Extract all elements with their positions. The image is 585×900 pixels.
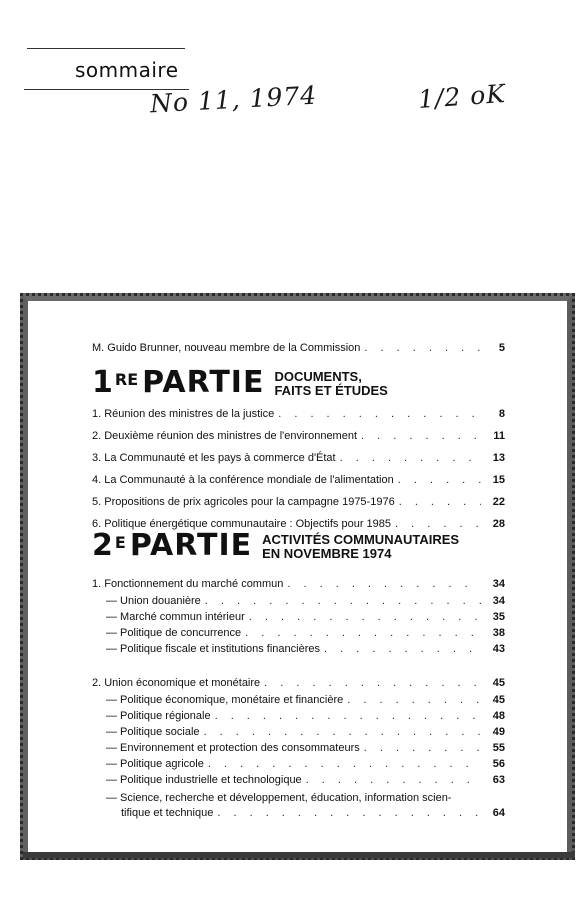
part2-title-line2: EN NOVEMBRE 1974 [262,546,392,561]
dot-leader [249,611,481,623]
toc-entry-label: M. Guido Brunner, nouveau membre de la Commission [92,342,361,354]
toc-subentry-second-line[interactable] [121,807,505,819]
toc-entry-label: — Marché commun intérieur [106,611,245,623]
frame-shadow [23,852,575,858]
dot-leader [208,758,481,770]
toc-entry-label: 1. Fonctionnement du marché commun [92,578,284,590]
toc-entry-page: 35 [492,611,505,623]
toc-entry-page: 15 [492,474,505,486]
toc-entry-label: — Politique économique, monétaire et financière [106,694,344,706]
toc-entry-page: 28 [492,518,505,530]
dot-leader [264,677,481,689]
dot-leader [395,518,481,530]
toc-entry-intro[interactable] [92,342,505,354]
part2-heading [92,528,460,563]
toc-entry-page: 38 [492,627,505,639]
dot-leader [361,430,481,442]
toc-entry-page: 45 [492,694,505,706]
toc-entry-page: 64 [492,807,505,819]
toc-entry-label: 2. Deuxième réunion des ministres de l'environnement [92,430,358,442]
part2-number: 2 [92,528,114,563]
toc-subentry-first-line[interactable] [106,792,505,804]
toc-entry-label: 5. Propositions de prix agricoles pour la campagne 1975-1976 [92,496,395,508]
part1-number: 1 [92,365,114,400]
toc-entry-page: 22 [492,496,505,508]
dot-leader [398,474,481,486]
toc-entry-page: 11 [493,430,505,442]
toc-entry-page: 43 [492,643,505,655]
part2-title-line1: ACTIVITÉS COMMUNAUTAIRES [262,532,460,547]
toc-subentry[interactable] [106,742,505,754]
toc-entry-label: 1. Réunion des ministres de la justice [92,408,275,420]
toc-entry-page: 34 [492,595,505,607]
dot-leader [364,742,481,754]
toc-subentry[interactable] [106,694,505,706]
part1-word: PARTIE [142,365,265,400]
handwritten-status-note: 1/2 oK [417,78,507,115]
dot-leader [347,694,481,706]
toc-entry-label: — Union douanière [106,595,201,607]
part1-title-line2: FAITS ET ÉTUDES [274,383,388,398]
dot-leader [399,496,481,508]
part2-word: PARTIE [129,528,253,563]
part1-title [274,370,387,398]
toc-subentry[interactable] [106,758,505,770]
toc-entry-label: 6. Politique énergétique communautaire : Objectifs pour 1985 [92,518,392,530]
toc-entry[interactable] [92,496,505,508]
toc-entry-page: 8 [498,408,505,420]
toc-entry[interactable] [92,430,505,442]
dot-leader [324,643,481,655]
part2-title [262,533,459,561]
top-rule [27,48,185,49]
toc-entry-label: — Science, recherche et développement, éducation, information scien- [106,792,452,804]
toc-entry-label: 4. La Communauté à la conférence mondiale de l'alimentation [92,474,394,486]
handwritten-issue-note: No 11, 1974 [149,80,318,119]
toc-entry-page: 48 [492,710,505,722]
toc-section[interactable] [92,578,505,590]
toc-entry-page: 49 [492,726,505,738]
dot-leader [205,595,481,607]
toc-entry-page: 56 [492,758,505,770]
dot-leader [364,342,481,354]
toc-entry-label: — Environnement et protection des consommateurs [106,742,360,754]
dot-leader [217,807,481,819]
toc-entry[interactable] [92,474,505,486]
dot-leader [204,726,481,738]
toc-entry-page: 34 [492,578,505,590]
toc-entry-label: — Politique sociale [106,726,200,738]
toc-subentry[interactable] [106,710,505,722]
part2-suffix: E [114,533,126,552]
toc-entry-label: — Politique régionale [106,710,211,722]
toc-entry[interactable] [92,452,505,464]
toc-entry-page: 63 [492,774,505,786]
toc-entry-label: — Politique industrielle et technologique [106,774,302,786]
dot-leader [340,452,481,464]
toc-subentry[interactable] [106,726,505,738]
toc-subentry[interactable] [106,774,505,786]
toc-entry[interactable] [92,408,505,420]
toc-entry-page: 5 [498,342,505,354]
toc-entry-page: 45 [492,677,505,689]
toc-entry-label: — Politique de concurrence [106,627,242,639]
toc-section[interactable] [92,677,505,689]
toc-entry-label: 3. La Communauté et les pays à commerce d'État [92,452,336,464]
toc-entry-label: — Politique agricole [106,758,204,770]
dot-leader [215,710,481,722]
toc-subentry[interactable] [106,643,505,655]
toc-subentry[interactable] [106,627,505,639]
dot-leader [306,774,481,786]
part1-suffix: RE [114,370,139,389]
dot-leader [245,627,481,639]
toc-entry-page: 13 [492,452,505,464]
toc-subentry[interactable] [106,595,505,607]
toc-entry-label: tifique et technique [121,807,214,819]
toc-entry-label: — Politique fiscale et institutions financières [106,643,320,655]
dot-leader [287,578,481,590]
toc-subentry[interactable] [106,611,505,623]
toc-entry-label: 2. Union économique et monétaire [92,677,261,689]
page-title: sommaire [75,58,179,82]
part1-heading [92,365,388,400]
toc-entry-page: 55 [492,742,505,754]
dot-leader [278,408,481,420]
part1-title-line1: DOCUMENTS, [274,369,362,384]
